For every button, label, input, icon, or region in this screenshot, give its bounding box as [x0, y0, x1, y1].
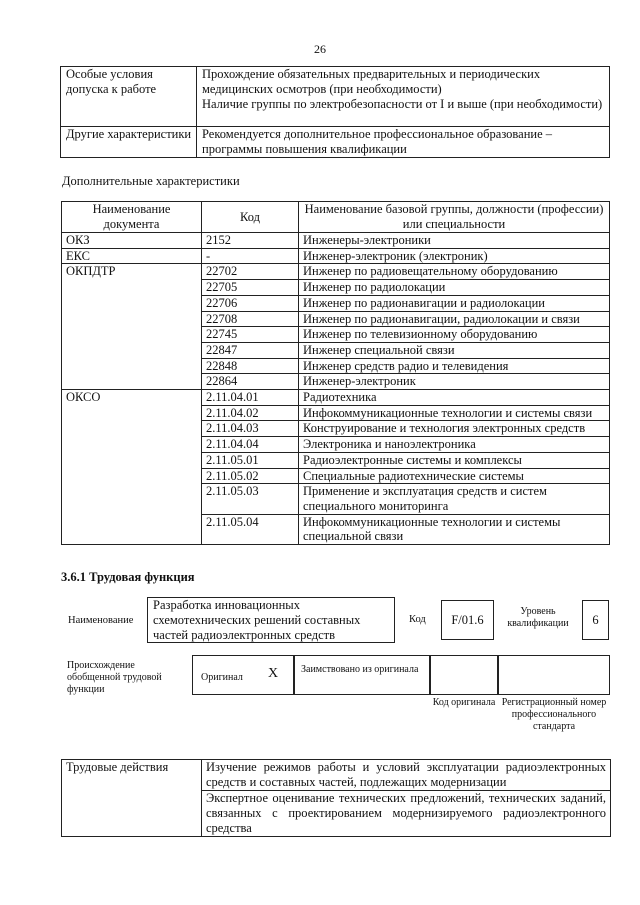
additional-characteristics-title: Дополнительные характеристики [62, 174, 240, 188]
code-cell: 2.11.05.01 [202, 452, 299, 468]
conditions-value [197, 67, 610, 127]
name-cell: Инженер по радиовещательному оборудованию [299, 264, 610, 280]
conditions-value-electrical: Наличие группы по электробезопасности от I и выше (при необходимости) [202, 97, 603, 111]
level-label: Уровень квалификации [507, 606, 569, 629]
function-name-box: Разработка инновационных схемотехнических решений составных частей радиоэлектронных средств [147, 597, 395, 643]
function-code-box: F/01.6 [441, 600, 494, 640]
code-cell: 2.11.05.04 [202, 514, 299, 544]
original-mark: X [268, 666, 279, 681]
document-cell: ОКЗ [62, 233, 202, 249]
code-cell: 2.11.04.04 [202, 437, 299, 453]
name-cell: Инженер средств радио и телевидения [299, 358, 610, 374]
name-cell: Радиотехника [299, 390, 610, 406]
code-cell: 2.11.04.03 [202, 421, 299, 437]
conditions-label: Особые условия допуска к работе [61, 67, 197, 127]
code-cell: 2152 [202, 233, 299, 249]
header-name: Наименование базовой группы, должности (профессии) или специальности [299, 202, 610, 233]
name-cell: Применение и эксплуатация средств и систем специального мониторинга [299, 484, 610, 514]
labor-function-heading: 3.6.1 Трудовая функция [61, 570, 195, 584]
additional-characteristics-table [61, 201, 610, 545]
code-cell: 2.11.05.03 [202, 484, 299, 514]
origin-label: Происхождение обобщенной трудовой функции [67, 660, 162, 695]
name-cell: Инженер по радиолокации [299, 280, 610, 296]
table-row [62, 233, 610, 249]
borrowed-cell [294, 655, 430, 695]
page-number: 26 [314, 42, 326, 56]
name-cell: Инженер по радионавигации и радиолокации [299, 295, 610, 311]
code-original-cell [430, 655, 498, 695]
code-cell: 22864 [202, 374, 299, 390]
name-label: Наименование [68, 615, 134, 626]
labor-action-item: Изучение режимов работы и условий эксплуатации радиоэлектронных средств и составных частей, подлежащих модернизации [202, 760, 611, 791]
code-cell: 22708 [202, 311, 299, 327]
other-value: Рекомендуется дополнительное профессиональное образование – программы повышения квалификации [197, 127, 610, 158]
code-cell: 2.11.04.02 [202, 405, 299, 421]
name-cell: Электроника и наноэлектроника [299, 437, 610, 453]
name-cell: Инженер-электроник [299, 374, 610, 390]
code-cell: - [202, 248, 299, 264]
original-cell [192, 655, 294, 695]
header-document: Наименование документа [62, 202, 202, 233]
name-cell: Инженер-электроник (электроник) [299, 248, 610, 264]
code-original-label: Код оригинала [432, 697, 496, 708]
name-cell: Инженер специальной связи [299, 342, 610, 358]
level-box: 6 [582, 600, 609, 640]
labor-actions-label: Трудовые действия [62, 760, 202, 837]
conditions-value-medical: Прохождение обязательных предварительных и периодических медицинских осмотров (при необходимости) [202, 67, 541, 96]
name-cell: Инженеры-электроники [299, 233, 610, 249]
other-label: Другие характеристики [61, 127, 197, 158]
name-cell: Специальные радиотехнические системы [299, 468, 610, 484]
original-label: Оригинал [201, 672, 243, 683]
code-cell: 22847 [202, 342, 299, 358]
name-cell: Инфокоммуникационные технологии и системы связи [299, 405, 610, 421]
labor-action-item: Экспертное оценивание технических предложений, технических заданий, связанных с проектированием модернизируемого радиоэлектронного средства [202, 791, 611, 837]
reg-number-cell [498, 655, 610, 695]
document-cell: ОКПДТР [62, 264, 202, 390]
name-cell: Инженер по радионавигации, радиолокации и связи [299, 311, 610, 327]
document-cell: ЕКС [62, 248, 202, 264]
code-cell: 22702 [202, 264, 299, 280]
reg-number-label: Регистрационный номер профессионального стандарта [501, 697, 607, 732]
table-row [62, 390, 610, 406]
conditions-table [60, 66, 610, 158]
code-cell: 22706 [202, 295, 299, 311]
header-code: Код [202, 202, 299, 233]
name-cell: Инфокоммуникационные технологии и системы специальной связи [299, 514, 610, 544]
code-cell: 2.11.04.01 [202, 390, 299, 406]
code-cell: 22705 [202, 280, 299, 296]
code-label: Код [409, 614, 426, 625]
table-row [62, 264, 610, 280]
document-cell: ОКСО [62, 390, 202, 545]
table-row [62, 248, 610, 264]
code-cell: 2.11.05.02 [202, 468, 299, 484]
borrowed-label: Заимствовано из оригинала [301, 664, 419, 675]
name-cell: Конструирование и технология электронных средств [299, 421, 610, 437]
name-cell: Радиоэлектронные системы и комплексы [299, 452, 610, 468]
labor-actions-table [61, 759, 611, 837]
code-cell: 22745 [202, 327, 299, 343]
code-cell: 22848 [202, 358, 299, 374]
name-cell: Инженер по телевизионному оборудованию [299, 327, 610, 343]
